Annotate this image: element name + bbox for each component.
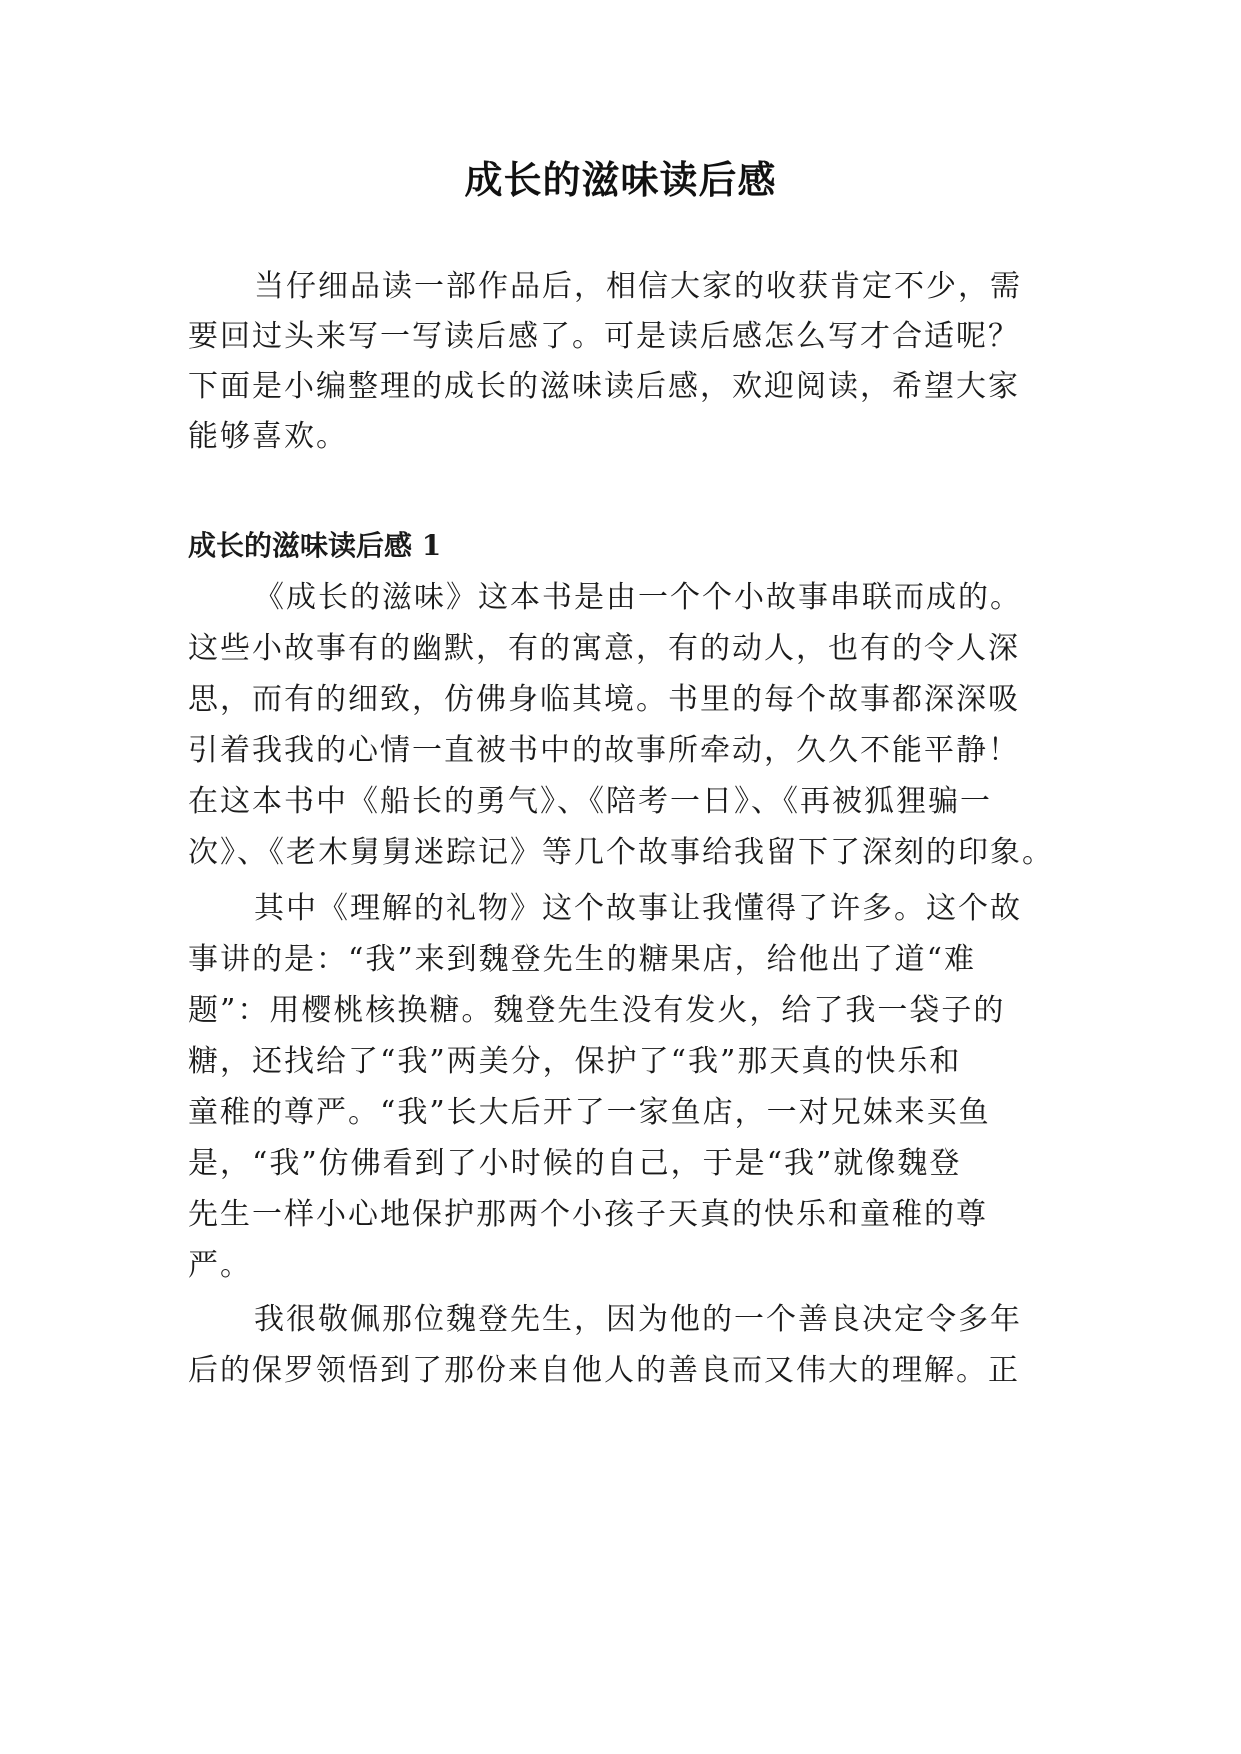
text-line: 童稚的尊严。“我”长大后开了一家鱼店，一对兄妹来买鱼 bbox=[188, 1095, 991, 1130]
section-heading: 成长的滋味读后感 1 bbox=[188, 529, 442, 562]
text-line: 下面是小编整理的成长的滋味读后感，欢迎阅读，希望大家 bbox=[188, 369, 1020, 404]
text-line: 《成长的滋味》这本书是由一个个小故事串联而成的。 bbox=[254, 580, 1022, 615]
text-line: 这些小故事有的幽默，有的寓意，有的动人，也有的令人深 bbox=[188, 631, 1020, 666]
text-line: 在这本书中《船长的勇气》、《陪考一日》、《再被狐狸骗一 bbox=[188, 784, 992, 819]
text-line: 要回过头来写一写读后感了。可是读后感怎么写才合适呢？ bbox=[188, 319, 1020, 354]
text-line: 糖，还找给了“我”两美分，保护了“我”那天真的快乐和 bbox=[188, 1044, 962, 1079]
text-line: 其中《理解的礼物》这个故事让我懂得了许多。这个故 bbox=[254, 891, 1022, 926]
text-line: 我很敬佩那位魏登先生，因为他的一个善良决定令多年 bbox=[254, 1302, 1022, 1337]
text-line: 引着我我的心情一直被书中的故事所牵动，久久不能平静！ bbox=[188, 733, 1020, 768]
text-line: 后的保罗领悟到了那份来自他人的善良而又伟大的理解。正 bbox=[188, 1353, 1020, 1388]
text-line: 先生一样小心地保护那两个小孩子天真的快乐和童稚的尊 bbox=[188, 1197, 988, 1232]
text-line: 思，而有的细致，仿佛身临其境。书里的每个故事都深深吸 bbox=[188, 682, 1020, 717]
text-line: 能够喜欢。 bbox=[188, 419, 348, 454]
text-line: 严。 bbox=[188, 1248, 252, 1283]
text-line: 事讲的是：“我”来到魏登先生的糖果店，给他出了道“难 bbox=[188, 942, 977, 977]
text-line: 次》、《老木舅舅迷踪记》等几个故事给我留下了深刻的印象。 bbox=[188, 835, 1054, 870]
text-line: 题”：用樱桃核换糖。魏登先生没有发火，给了我一袋子的 bbox=[188, 993, 1006, 1028]
text-line: 当仔细品读一部作品后，相信大家的收获肯定不少，需 bbox=[254, 269, 1022, 304]
text-line: 是，“我”仿佛看到了小时候的自己，于是“我”就像魏登 bbox=[188, 1146, 962, 1181]
document-title: 成长的滋味读后感 bbox=[464, 157, 777, 202]
